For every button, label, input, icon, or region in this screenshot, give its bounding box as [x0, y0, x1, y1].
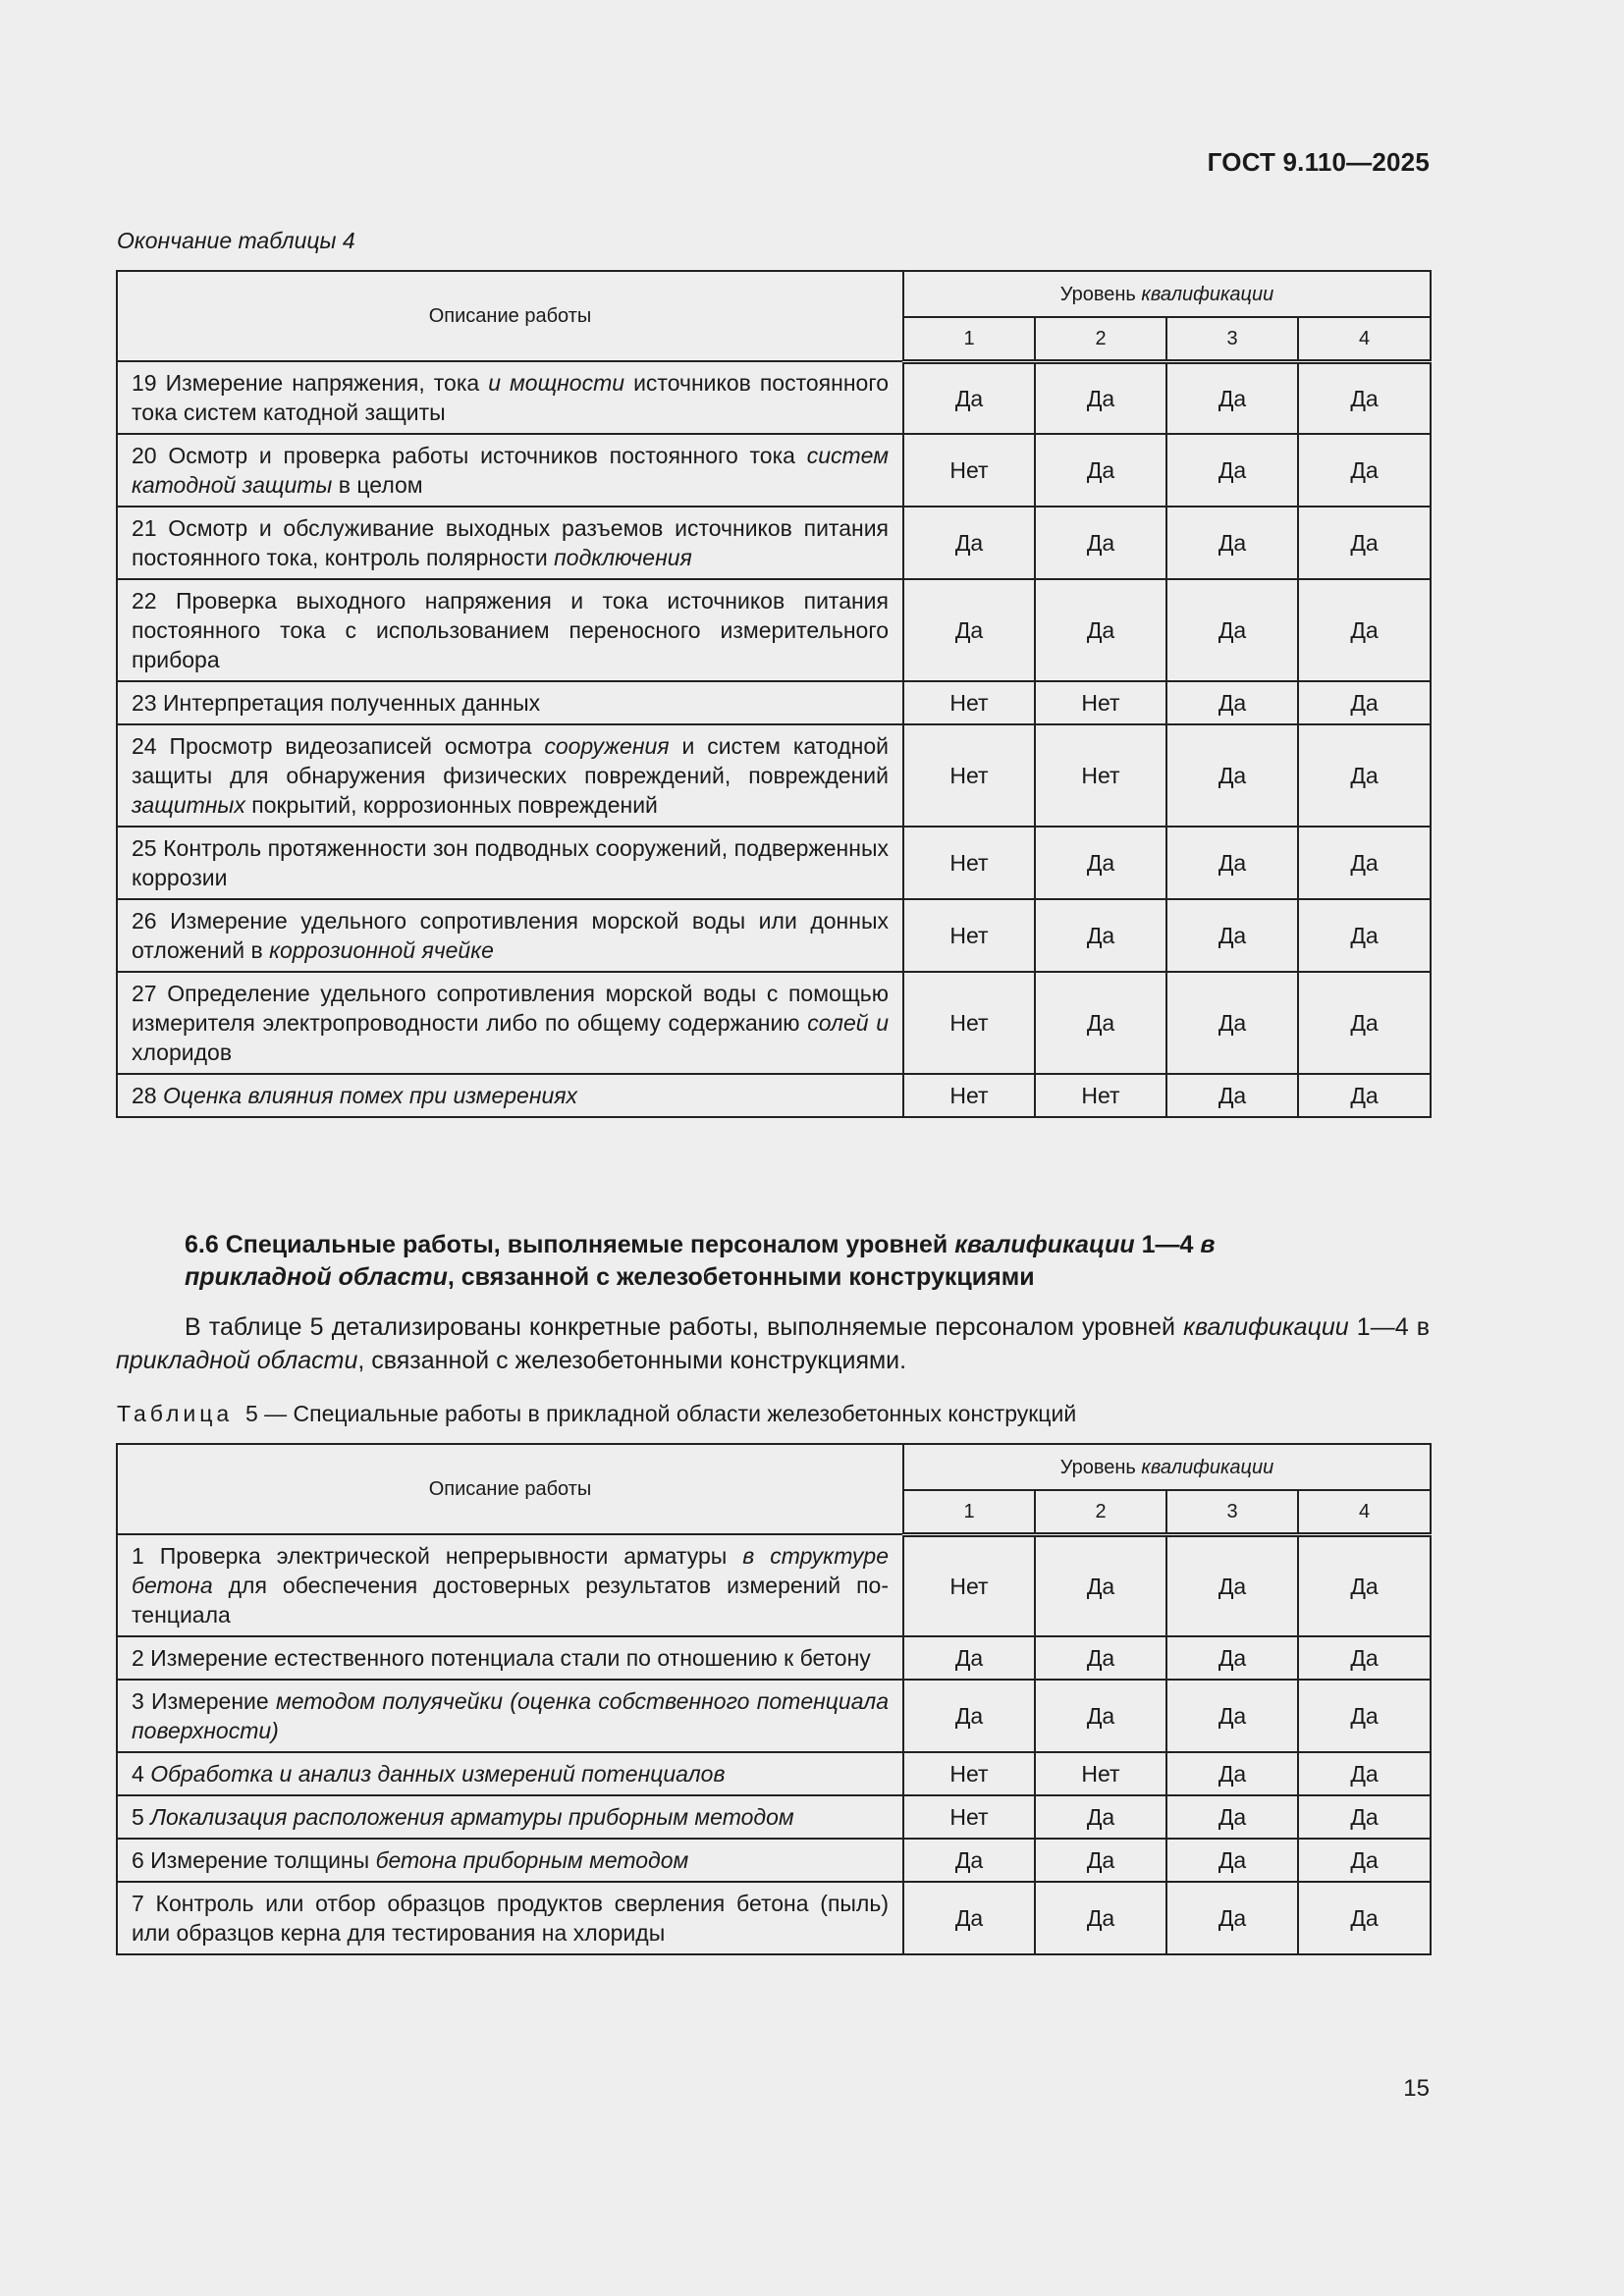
level-4-value: Да — [1298, 1680, 1431, 1752]
col-header-description: Описание работы — [117, 271, 903, 361]
level-2-value: Да — [1035, 1839, 1166, 1882]
level-4-value: Да — [1298, 361, 1431, 434]
row-description: 21 Осмотр и обслуживание выходных разъемов источников питания постоянного тока, контроль полярности подключения — [117, 507, 903, 579]
table-row — [117, 724, 1431, 827]
level-1-value: Нет — [903, 827, 1035, 899]
level-4-value: Да — [1298, 972, 1431, 1074]
level-1-value: Нет — [903, 972, 1035, 1074]
level-2-value: Да — [1035, 972, 1166, 1074]
level-2-value: Да — [1035, 827, 1166, 899]
level-2-value: Нет — [1035, 1074, 1166, 1117]
row-description: 3 Измерение методом полуячейки (оценка собственного потенциала поверхности) — [117, 1680, 903, 1752]
level-4-value: Да — [1298, 1636, 1431, 1680]
level-1-value: Да — [903, 1636, 1035, 1680]
level-2-value: Да — [1035, 1680, 1166, 1752]
col-header-description: Описание работы — [117, 1444, 903, 1534]
document-code: ГОСТ 9.110—2025 — [1207, 147, 1430, 177]
level-1-value: Нет — [903, 724, 1035, 827]
level-4-value: Да — [1298, 724, 1431, 827]
row-description: 26 Измерение удельного сопротивления морской воды или донных отложений в коррозионной ячейке — [117, 899, 903, 972]
level-4-value: Да — [1298, 507, 1431, 579]
col-header-level: Уровень квалификации — [903, 271, 1431, 317]
level-2-value: Да — [1035, 1882, 1166, 1954]
level-1-value: Нет — [903, 1795, 1035, 1839]
level-4-value: Да — [1298, 434, 1431, 507]
level-1-value: Нет — [903, 899, 1035, 972]
level-2-value: Да — [1035, 1534, 1166, 1636]
col-header-level-3: 3 — [1166, 317, 1298, 361]
col-header-level-3: 3 — [1166, 1490, 1298, 1534]
row-description: 6 Измерение толщины бетона приборным методом — [117, 1839, 903, 1882]
level-2-value: Да — [1035, 899, 1166, 972]
col-header-level-4: 4 — [1298, 317, 1431, 361]
level-4-value: Да — [1298, 1795, 1431, 1839]
level-3-value: Да — [1166, 827, 1298, 899]
level-4-value: Да — [1298, 899, 1431, 972]
table-row — [117, 972, 1431, 1074]
level-3-value: Да — [1166, 1882, 1298, 1954]
level-2-value: Нет — [1035, 1752, 1166, 1795]
row-description: 1 Проверка электрической непрерывности арматуры в структуре бетона для обеспечения достоверных результатов измерений потенциала — [117, 1534, 903, 1636]
table-row — [117, 899, 1431, 972]
level-2-value: Да — [1035, 1795, 1166, 1839]
table-row — [117, 1795, 1431, 1839]
level-3-value: Да — [1166, 1534, 1298, 1636]
level-1-value: Да — [903, 579, 1035, 681]
table5-caption — [117, 1401, 1076, 1427]
row-description: 22 Проверка выходного напряжения и тока источников питания постоянного тока с использованием переносного измерительного прибора — [117, 579, 903, 681]
level-3-value: Да — [1166, 1074, 1298, 1117]
table-row — [117, 681, 1431, 724]
level-4-value: Да — [1298, 827, 1431, 899]
table-row — [117, 434, 1431, 507]
table-row — [117, 1752, 1431, 1795]
level-3-value: Да — [1166, 1839, 1298, 1882]
row-description: 7 Контроль или отбор образцов продуктов сверления бетона (пыль) или образцов керна для тестирования на хлориды — [117, 1882, 903, 1954]
col-header-level: Уровень квалификации — [903, 1444, 1431, 1490]
level-1-value: Да — [903, 361, 1035, 434]
table-row — [117, 507, 1431, 579]
level-1-value: Да — [903, 1680, 1035, 1752]
level-3-value: Да — [1166, 1795, 1298, 1839]
row-description: 24 Просмотр видеозаписей осмотра сооружения и систем катодной защиты для обнаружения физических повреждений, повреждений защитных покрытий, коррозионных повреждений — [117, 724, 903, 827]
level-1-value: Нет — [903, 1534, 1035, 1636]
level-3-value: Да — [1166, 361, 1298, 434]
level-4-value: Да — [1298, 1839, 1431, 1882]
level-1-value: Нет — [903, 1074, 1035, 1117]
table-row — [117, 1680, 1431, 1752]
table-row — [117, 1882, 1431, 1954]
table-row — [117, 1074, 1431, 1117]
table-row — [117, 1839, 1431, 1882]
level-3-value: Да — [1166, 1680, 1298, 1752]
table-row — [117, 579, 1431, 681]
level-2-value: Да — [1035, 507, 1166, 579]
level-2-value: Да — [1035, 434, 1166, 507]
col-header-level-1: 1 — [903, 1490, 1035, 1534]
table5-caption-text: 5 — Специальные работы в прикладной области железобетонных конструкций — [244, 1401, 1077, 1426]
col-header-level-4: 4 — [1298, 1490, 1431, 1534]
level-2-value: Да — [1035, 361, 1166, 434]
row-description: 23 Интерпретация полученных данных — [117, 681, 903, 724]
row-description: 2 Измерение естественного потенциала стали по отношению к бетону — [117, 1636, 903, 1680]
col-header-level-1: 1 — [903, 317, 1035, 361]
level-4-value: Да — [1298, 1752, 1431, 1795]
section-6-6-title: 6.6 Специальные работы, выполняемые персоналом уровней квалификации 1—4 в прикладной области, связанной с железобетонными конструкциями — [185, 1231, 1216, 1291]
page-number: 15 — [1403, 2075, 1430, 2102]
level-3-value: Да — [1166, 899, 1298, 972]
level-3-value: Да — [1166, 1752, 1298, 1795]
level-1-value: Нет — [903, 434, 1035, 507]
table-row — [117, 1636, 1431, 1680]
table-5 — [116, 1443, 1432, 1955]
row-description: 19 Измерение напряжения, тока и мощности источников постоянного тока систем катодной защиты — [117, 361, 903, 434]
col-header-level-2: 2 — [1035, 317, 1166, 361]
level-1-value: Нет — [903, 681, 1035, 724]
table-row — [117, 361, 1431, 434]
row-description: 25 Контроль протяженности зон подводных сооружений, подверженных коррозии — [117, 827, 903, 899]
level-4-value: Да — [1298, 579, 1431, 681]
level-4-value: Да — [1298, 1534, 1431, 1636]
level-4-value: Да — [1298, 1882, 1431, 1954]
level-1-value: Да — [903, 507, 1035, 579]
level-3-value: Да — [1166, 434, 1298, 507]
level-3-value: Да — [1166, 972, 1298, 1074]
level-3-value: Да — [1166, 507, 1298, 579]
col-header-level-2: 2 — [1035, 1490, 1166, 1534]
level-1-value: Нет — [903, 1752, 1035, 1795]
level-4-value: Да — [1298, 681, 1431, 724]
level-2-value: Да — [1035, 1636, 1166, 1680]
row-description: 20 Осмотр и проверка работы источников постоянного тока систем катодной защиты в целом — [117, 434, 903, 507]
section-paragraph: В таблице 5 детализированы конкретные работы, выполняемые персоналом уровней квалификации 1—4 в прикладной области, связанной с железобетонными конструкциями. — [116, 1313, 1430, 1374]
level-1-value: Да — [903, 1839, 1035, 1882]
row-description: 5 Локализация расположения арматуры приборным методом — [117, 1795, 903, 1839]
row-description: 27 Определение удельного сопротивления морской воды с помощью измерителя электропроводности либо по общему содержанию солей и хлоридов — [117, 972, 903, 1074]
level-4-value: Да — [1298, 1074, 1431, 1117]
row-description: 4 Обработка и анализ данных измерений потенциалов — [117, 1752, 903, 1795]
level-2-value: Нет — [1035, 681, 1166, 724]
table-row — [117, 1534, 1431, 1636]
level-2-value: Да — [1035, 579, 1166, 681]
table-4 — [116, 270, 1432, 1118]
row-description: 28 Оценка влияния помех при измерениях — [117, 1074, 903, 1117]
level-3-value: Да — [1166, 579, 1298, 681]
level-3-value: Да — [1166, 724, 1298, 827]
level-3-value: Да — [1166, 681, 1298, 724]
level-2-value: Нет — [1035, 724, 1166, 827]
level-3-value: Да — [1166, 1636, 1298, 1680]
table5-caption-label: Таблица — [117, 1401, 234, 1426]
table-row — [117, 827, 1431, 899]
table4-caption: Окончание таблицы 4 — [117, 228, 355, 253]
level-1-value: Да — [903, 1882, 1035, 1954]
